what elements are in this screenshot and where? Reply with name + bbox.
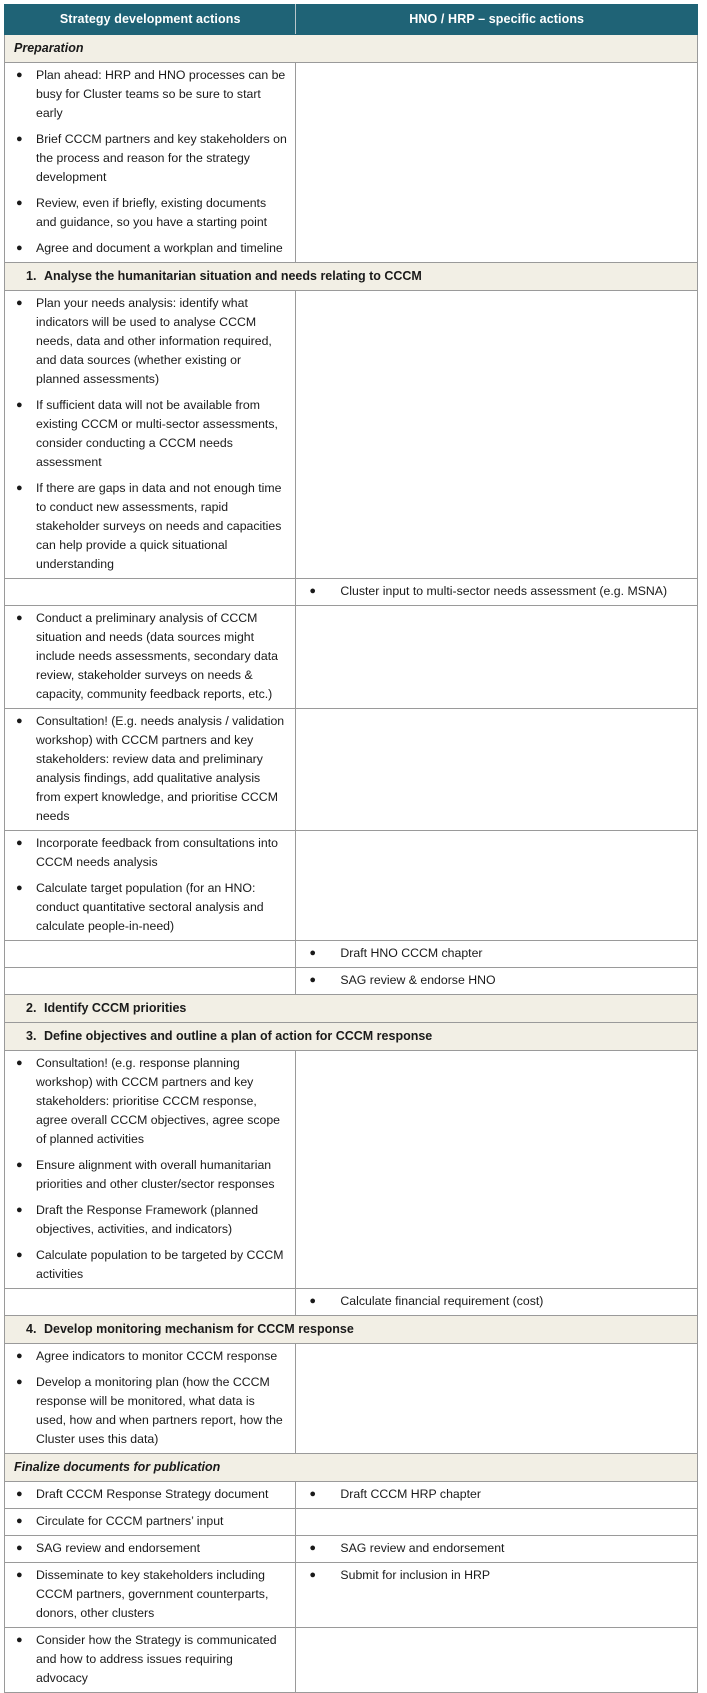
row-cell-right [296, 1344, 698, 1454]
bullet-item-text: SAG review & endorse HNO [340, 973, 496, 987]
section-title: Develop monitoring mechanism for CCCM response [44, 1322, 354, 1336]
bullet-item [5, 1243, 296, 1288]
row-cell-left [5, 579, 296, 606]
bullet-item-text: Draft CCCM Response Strategy document [36, 1487, 269, 1501]
table-body [5, 5, 698, 1693]
row-cell-left [5, 1509, 296, 1536]
bullet-item-text: Cluster input to multi-sector needs assessment (e.g. MSNA) [340, 584, 668, 598]
row-cell-right [296, 1509, 698, 1536]
bullet-item [296, 1482, 697, 1508]
bullet-item [296, 579, 697, 605]
row-cell-left [5, 831, 296, 941]
hno-hrp-actions-cell [296, 579, 697, 605]
hno-hrp-actions-cell [296, 1482, 697, 1508]
table-row [5, 1509, 698, 1536]
bullet-point-icon: ● [16, 882, 23, 894]
table-row [5, 1628, 698, 1693]
bullet-point-icon: ● [16, 297, 23, 309]
section-heading [5, 1023, 697, 1050]
bullet-item [5, 1344, 296, 1370]
table-row [5, 1536, 698, 1563]
section-band-row-section-4 [5, 1316, 698, 1344]
bullet-item [5, 63, 296, 127]
row-cell-left [5, 291, 296, 579]
table-row [5, 1482, 698, 1509]
bullet-item-text: Consultation! (e.g. response planning workshop) with CCCM partners and key stakeholders: prioritise CCCM response, agree overall CCCM objectives, agree scope of planned activities [36, 1056, 281, 1146]
hno-hrp-actions-cell [296, 941, 697, 967]
strategy-actions-cell [5, 63, 296, 262]
bullet-item-text: Draft CCCM HRP chapter [340, 1487, 481, 1501]
bullet-point-icon: ● [16, 1569, 23, 1581]
strategy-actions-cell [5, 831, 296, 940]
bullet-item [296, 1289, 697, 1315]
bullet-point-icon: ● [309, 974, 317, 986]
strategy-actions-cell [5, 291, 296, 578]
table-row [5, 579, 698, 606]
row-cell-right [296, 291, 698, 579]
bullet-item [5, 191, 296, 236]
bullet-item-text: Circulate for CCCM partners’ input [36, 1514, 224, 1528]
bullet-item [5, 1051, 296, 1153]
table-header-row [5, 5, 698, 35]
bullet-point-icon: ● [16, 197, 23, 209]
hno-hrp-actions-cell [296, 968, 697, 994]
bullet-item-text: Ensure alignment with overall humanitarian priorities and other cluster/sector responses [36, 1158, 275, 1191]
bullet-item [5, 1628, 296, 1692]
bullet-item-text: Disseminate to key stakeholders including CCCM partners, government counterparts, donors, other clusters [36, 1568, 269, 1620]
bullet-item-text: Submit for inclusion in HRP [340, 1568, 491, 1582]
table-row [5, 831, 698, 941]
bullet-point-icon: ● [16, 1634, 23, 1646]
row-cell-left [5, 1536, 296, 1563]
row-cell-left [5, 968, 296, 995]
section-band-row-section-3 [5, 1023, 698, 1051]
strategy-actions-cell [5, 709, 296, 830]
row-cell-left [5, 63, 296, 263]
bullet-item [5, 1563, 296, 1627]
bullet-point-icon: ● [16, 1249, 23, 1261]
row-cell-right [296, 1051, 698, 1289]
strategy-actions-table [4, 4, 698, 1693]
bullet-item-text: SAG review and endorsement [340, 1541, 505, 1555]
strategy-actions-cell [5, 1628, 296, 1692]
bullet-item-text: Incorporate feedback from consultations into CCCM needs analysis [36, 836, 278, 869]
bullet-item [5, 393, 296, 476]
row-cell-left [5, 1289, 296, 1316]
bullet-item-text: Consultation! (E.g. needs analysis / validation workshop) with CCCM partners and key stakeholders: review data and preliminary analysis findings, add qualitative analysis from expert knowledge, and prioritise CCCM needs [36, 714, 285, 823]
header-cell-strategy-development-actions [5, 5, 296, 35]
bullet-item-text: If sufficient data will not be available from existing CCCM or multi-sector assessments, consider conducting a CCCM needs assessment [36, 398, 278, 469]
bullet-point-icon: ● [16, 399, 23, 411]
bullet-item [5, 1509, 296, 1535]
header-label-strategy-development-actions: Strategy development actions [59, 12, 241, 26]
bullet-item-text: Calculate target population (for an HNO: conduct quantitative sectoral analysis and calculate people-in-need) [36, 881, 264, 933]
bullet-item [5, 606, 296, 708]
bullet-item [5, 1370, 296, 1453]
bullet-item-text: Brief CCCM partners and key stakeholders on the process and reason for the strategy development [36, 132, 287, 184]
bullet-point-icon: ● [16, 482, 23, 494]
bullet-item-text: Review, even if briefly, existing documents and guidance, so you have a starting point [36, 196, 268, 229]
table-row [5, 941, 698, 968]
section-band-cell [5, 995, 698, 1023]
bullet-item [5, 1536, 296, 1562]
section-number: 3. [26, 1029, 37, 1043]
bullet-item [296, 968, 697, 994]
row-cell-right [296, 709, 698, 831]
table-row [5, 968, 698, 995]
table-row [5, 291, 698, 579]
section-title: Define objectives and outline a plan of action for CCCM response [44, 1029, 433, 1043]
bullet-point-icon: ● [16, 1057, 23, 1069]
row-cell-left [5, 709, 296, 831]
section-number: 4. [26, 1322, 37, 1336]
bullet-item [5, 291, 296, 393]
bullet-item [296, 1536, 697, 1562]
row-cell-left [5, 1482, 296, 1509]
bullet-item [5, 1153, 296, 1198]
row-cell-left [5, 1628, 296, 1693]
bullet-item-text: SAG review and endorsement [36, 1541, 201, 1555]
strategy-actions-cell [5, 1536, 296, 1562]
bullet-item [296, 941, 697, 967]
section-band-cell [5, 35, 698, 63]
section-title: Identify CCCM priorities [44, 1001, 187, 1015]
bullet-point-icon: ● [16, 715, 23, 727]
section-title: Finalize documents for publication [14, 1460, 221, 1474]
section-band-cell [5, 263, 698, 291]
hno-hrp-actions-cell [296, 1563, 697, 1589]
table-row [5, 709, 698, 831]
table-row [5, 606, 698, 709]
bullet-point-icon: ● [16, 1376, 23, 1388]
table-row [5, 1051, 698, 1289]
bullet-item-text: Draft HNO CCCM chapter [340, 946, 483, 960]
bullet-item-text: Plan ahead: HRP and HNO processes can be busy for Cluster teams so be sure to start early [36, 68, 286, 120]
bullet-point-icon: ● [309, 1542, 317, 1554]
section-band-cell [5, 1023, 698, 1051]
row-cell-left [5, 1344, 296, 1454]
hno-hrp-actions-cell [296, 1289, 697, 1315]
section-title: Preparation [14, 41, 84, 55]
bullet-item [5, 476, 296, 578]
bullet-point-icon: ● [309, 1569, 317, 1581]
row-cell-right [296, 606, 698, 709]
row-cell-left [5, 1563, 296, 1628]
row-cell-right [296, 1628, 698, 1693]
table-row [5, 1344, 698, 1454]
bullet-item-text: If there are gaps in data and not enough time to conduct new assessments, rapid stakeholder surveys on needs and capacities can help provide a quick situational understanding [36, 481, 282, 571]
section-title: Analyse the humanitarian situation and needs relating to CCCM [44, 269, 422, 283]
header-cell-hno-hrp-specific-actions [296, 5, 698, 35]
row-cell-right [296, 1536, 698, 1563]
bullet-point-icon: ● [16, 1159, 23, 1171]
strategy-actions-cell [5, 1482, 296, 1508]
bullet-point-icon: ● [309, 1488, 317, 1500]
bullet-point-icon: ● [309, 1295, 317, 1307]
section-band-row-section-1 [5, 263, 698, 291]
strategy-actions-cell [5, 606, 296, 708]
row-cell-right [296, 579, 698, 606]
bullet-point-icon: ● [16, 1542, 23, 1554]
section-heading [5, 263, 697, 290]
bullet-item-text: Agree and document a workplan and timeline [36, 241, 283, 255]
row-cell-right [296, 1289, 698, 1316]
bullet-item-text: Plan your needs analysis: identify what indicators will be used to analyse CCCM needs, data and other information required, and data sources (whether existing or planned assessments) [36, 296, 272, 386]
bullet-point-icon: ● [16, 1204, 23, 1216]
row-cell-left [5, 606, 296, 709]
bullet-point-icon: ● [16, 1488, 23, 1500]
bullet-item [5, 876, 296, 940]
bullet-item-text: Conduct a preliminary analysis of CCCM situation and needs (data sources might include needs assessments, secondary data review, stakeholder surveys on needs & capacity, community feedback reports, etc.) [36, 611, 278, 701]
bullet-item-text: Draft the Response Framework (planned objectives, activities, and indicators) [36, 1203, 259, 1236]
row-cell-left [5, 1051, 296, 1289]
bullet-point-icon: ● [16, 1515, 23, 1527]
table-row [5, 63, 698, 263]
section-number: 2. [26, 1001, 37, 1015]
section-band-row-section-2 [5, 995, 698, 1023]
row-cell-left [5, 941, 296, 968]
bullet-point-icon: ● [16, 612, 23, 624]
row-cell-right [296, 63, 698, 263]
hno-hrp-actions-cell [296, 1536, 697, 1562]
bullet-point-icon: ● [16, 837, 23, 849]
bullet-point-icon: ● [16, 242, 23, 254]
bullet-item [5, 1198, 296, 1243]
bullet-point-icon: ● [309, 585, 317, 597]
strategy-actions-cell [5, 1344, 296, 1453]
header-label-hno-hrp-specific-actions: HNO / HRP – specific actions [409, 12, 585, 26]
table-row [5, 1563, 698, 1628]
section-band-cell [5, 1454, 698, 1482]
section-band-row-preparation [5, 35, 698, 63]
bullet-item [5, 709, 296, 830]
bullet-item [5, 236, 296, 262]
bullet-item-text: Agree indicators to monitor CCCM response [36, 1349, 278, 1363]
section-number: 1. [26, 269, 37, 283]
section-band-cell [5, 1316, 698, 1344]
bullet-item-text: Calculate population to be targeted by CCCM activities [36, 1248, 284, 1281]
bullet-item-text: Develop a monitoring plan (how the CCCM response will be monitored, what data is used, how and when partners report, how the Cluster uses this data) [36, 1375, 283, 1446]
bullet-point-icon: ● [16, 69, 23, 81]
section-heading [5, 1316, 697, 1343]
bullet-point-icon: ● [309, 947, 317, 959]
bullet-point-icon: ● [16, 133, 23, 145]
row-cell-right [296, 1482, 698, 1509]
bullet-item [5, 127, 296, 191]
bullet-item-text: Consider how the Strategy is communicated and how to address issues requiring advocacy [36, 1633, 277, 1685]
strategy-actions-cell [5, 1051, 296, 1288]
strategy-actions-cell [5, 1509, 296, 1535]
strategy-actions-table-container [4, 4, 698, 1693]
section-band-row-finalize [5, 1454, 698, 1482]
strategy-actions-cell [5, 1563, 296, 1627]
section-heading [5, 995, 697, 1022]
row-cell-right [296, 1563, 698, 1628]
row-cell-right [296, 831, 698, 941]
row-cell-right [296, 941, 698, 968]
bullet-item [5, 831, 296, 876]
bullet-item [5, 1482, 296, 1508]
bullet-item [296, 1563, 697, 1589]
table-row [5, 1289, 698, 1316]
bullet-item-text: Calculate financial requirement (cost) [340, 1294, 544, 1308]
row-cell-right [296, 968, 698, 995]
bullet-point-icon: ● [16, 1350, 23, 1362]
